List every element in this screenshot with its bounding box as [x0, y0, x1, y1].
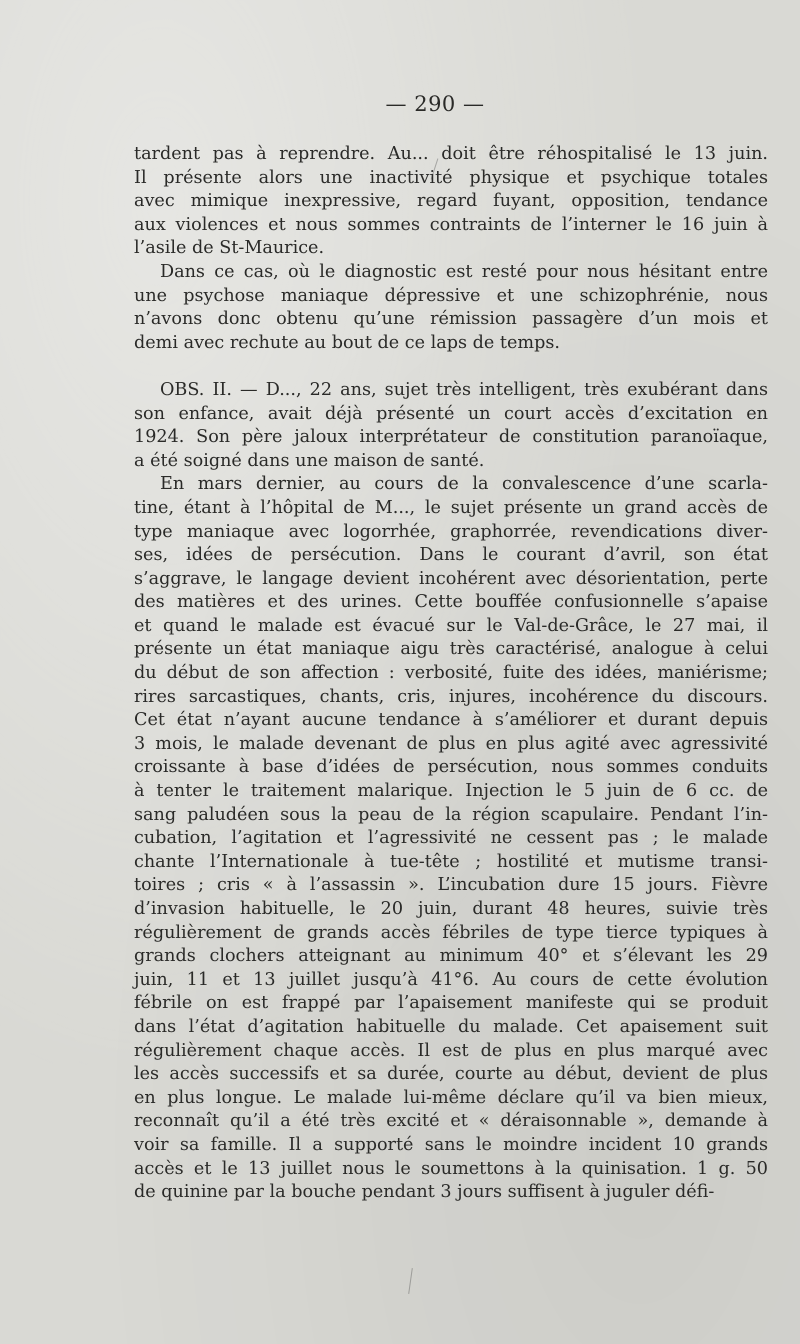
text-line: régulièrement de grands accès fébriles de type tierce typiques à	[134, 922, 768, 943]
text-line: des matières et des urines. Cette bouffée confusionnelle s’apaise	[134, 592, 768, 613]
paragraph	[134, 379, 768, 473]
text-line: grands clochers atteignant au minimum 40° et s’élevant les 29	[134, 946, 768, 967]
text-line: tine, étant à l’hôpital de M..., le sujet présente un grand accès de	[134, 497, 768, 518]
text-line: s’aggrave, le langage devient incohérent avec désorientation, perte	[134, 568, 768, 589]
text-line: aux violences et nous sommes contraints de l’interner le 16 juin à	[134, 214, 768, 235]
text-line: tardent pas à reprendre. Au... doit être réhospitalisé le 13 juin.	[134, 144, 768, 164]
paragraph	[134, 261, 768, 355]
text-line: voir sa famille. Il a supporté sans le moindre incident 10 grands	[134, 1134, 768, 1155]
text-line: 3 mois, le malade devenant de plus en plus agité avec agressivité	[134, 733, 768, 754]
margin-scratch-mark	[408, 1268, 413, 1294]
text-line: croissante à base d’idées de persécution, nous sommes conduits	[134, 757, 768, 778]
body-text	[134, 143, 768, 1205]
text-line: reconnaît qu’il a été très excité et « déraisonnable », demande à	[134, 1111, 768, 1132]
text-line: sang paludéen sous la peau de la région scapulaire. Pendant l’in-	[134, 804, 768, 825]
text-line: cubation, l’agitation et l’agressivité ne cessent pas ; le malade	[134, 828, 768, 849]
text-line: accès et le 13 juillet nous le soumettons à la quinisation. 1 g. 50	[134, 1158, 768, 1179]
text-line: Dans ce cas, où le diagnostic est resté pour nous hésitant entre	[160, 261, 768, 282]
text-line: de quinine par la bouche pendant 3 jours suffisent à juguler défi-	[134, 1182, 715, 1203]
text-line: n’avons donc obtenu qu’une rémission passagère d’un mois et	[134, 309, 768, 330]
text-line: demi avec rechute au bout de ce laps de temps.	[134, 332, 560, 353]
text-line: chante l’Internationale à tue-tête ; hostilité et mutisme transi-	[134, 851, 768, 872]
text-line: En mars dernier, au cours de la convalescence d’une scarla-	[160, 474, 768, 495]
text-line: Cet état n’ayant aucune tendance à s’améliorer et durant depuis	[134, 710, 768, 731]
page-number: — 290 —	[385, 92, 485, 116]
text-line: l’asile de St-Maurice.	[134, 238, 325, 259]
text-line: fébrile on est frappé par l’apaisement manifeste qui se produit	[134, 993, 768, 1014]
text-line: son enfance, avait déjà présenté un court accès d’excitation en	[134, 403, 768, 424]
text-line: Il présente alors une inactivité physique et psychique totales	[134, 167, 768, 188]
paragraph	[134, 143, 768, 261]
text-line: du début de son affection : verbosité, fuite des idées, maniérisme;	[134, 663, 768, 684]
paragraph	[134, 473, 768, 1204]
text-line: juin, 11 et 13 juillet jusqu’à 41°6. Au cours de cette évolution	[134, 969, 768, 990]
text-line: OBS. II. — D..., 22 ans, sujet très intelligent, très exubérant dans	[160, 379, 768, 400]
text-line: a été soigné dans une maison de santé.	[134, 450, 485, 471]
text-line: les accès successifs et sa durée, courte au début, devient de plus	[134, 1064, 768, 1085]
text-line: dans l’état d’agitation habituelle du malade. Cet apaisement suit	[134, 1016, 768, 1037]
text-line: régulièrement chaque accès. Il est de plus en plus marqué avec	[134, 1040, 768, 1061]
text-line: et quand le malade est évacué sur le Val-de-Grâce, le 27 mai, il	[134, 615, 768, 636]
text-line: toires ; cris « à l’assassin ». L’incubation dure 15 jours. Fièvre	[134, 875, 768, 896]
text-line: une psychose maniaque dépressive et une schizophrénie, nous	[134, 285, 768, 306]
text-line: ses, idées de persécution. Dans le courant d’avril, son état	[134, 545, 768, 566]
text-line: d’invasion habituelle, le 20 juin, durant 48 heures, suivie très	[134, 899, 768, 919]
text-line: avec mimique inexpressive, regard fuyant, opposition, tendance	[134, 191, 768, 212]
text-line: type maniaque avec logorrhée, graphorrée, revendications diver-	[134, 521, 768, 542]
text-line: en plus longue. Le malade lui-même déclare qu’il va bien mieux,	[134, 1087, 768, 1108]
text-line: à tenter le traitement malarique. Injection le 5 juin de 6 cc. de	[134, 781, 768, 802]
paragraph-gap	[134, 355, 768, 379]
text-line: rires sarcastiques, chants, cris, injures, incohérence du discours.	[134, 686, 768, 707]
text-line: 1924. Son père jaloux interprétateur de constitution paranoïaque,	[134, 427, 768, 448]
text-line: présente un état maniaque aigu très caractérisé, analogue à celui	[134, 639, 768, 660]
